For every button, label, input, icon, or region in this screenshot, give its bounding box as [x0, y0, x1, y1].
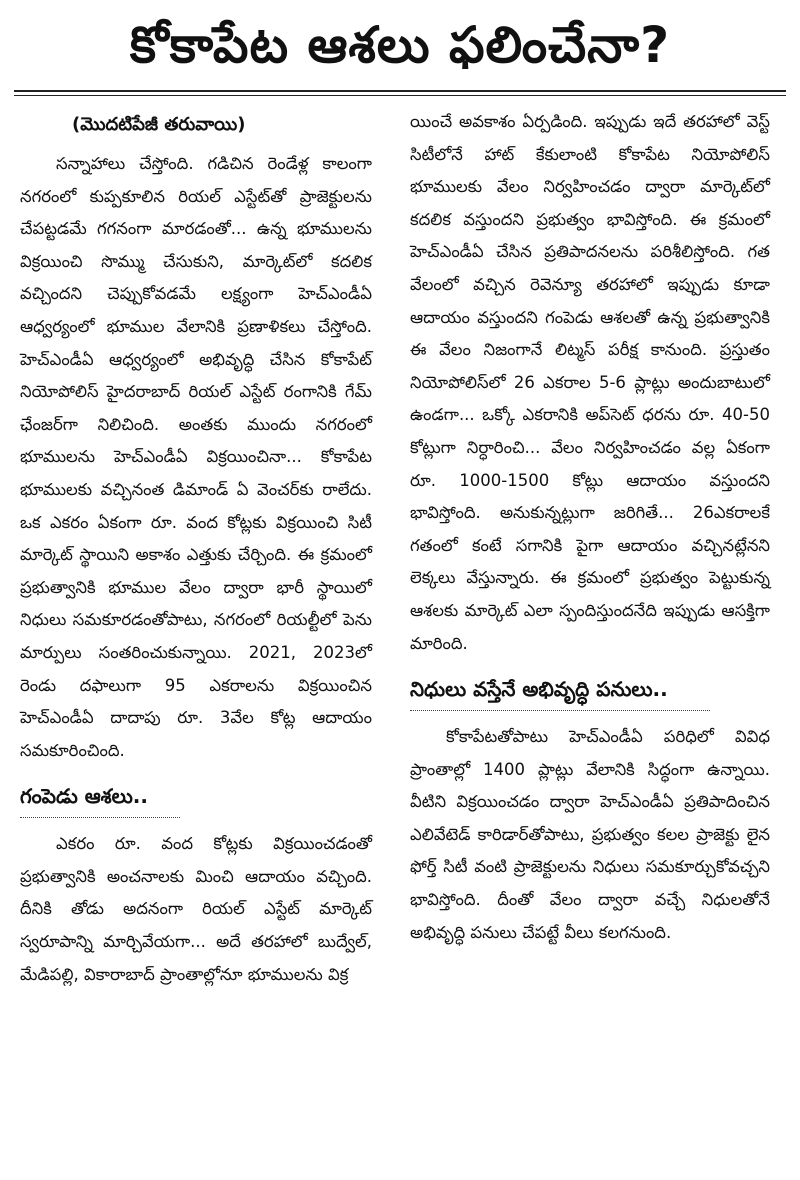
- left-paragraph-1: సన్నాహాలు చేస్తోంది. గడిచిన రెండేళ్ల కాలంగా నగరంలో కుప్పకూలిన రియల్ ఎస్టేట్‌తో ప్రాజెక్టులను చేపట్టడమే గగనంగా మారడంతో... ఉన్న భూములను విక్రయించి సొమ్ము చేసుకుని, మార్కెట్‌లో కదలిక వచ్చిందని చెప్పుకోవడమే లక్ష్యంగా హెచ్‌ఎండీఏ ఆధ్వర్యంలో భూముల వేలానికి ప్రణాళికలు చేస్తోంది. హెచ్‌ఎండీఏ ఆధ్వర్యంలో అభివృద్ధి చేసిన కోకాపేట్ నియోపోలిస్ హైదరాబాద్ రియల్ ఎస్టేట్ రంగానికి గేమ్ ఛేంజర్‌గా నిలిచింది. అంతకు ముందు నగరంలో భూములను హెచ్‌ఎండీఏ విక్రయించినా... కోకాపేట భూములకు వచ్చినంత డిమాండ్ ఏ వెంచర్‌కు రాలేదు. ఒక ఎకరం ఏకంగా రూ. వంద కోట్లకు విక్రయించి సిటీ మార్కెట్ స్థాయిని అకాశం ఎత్తుకు చేర్చింది. ఈ క్రమంలో ప్రభుత్వానికి భూముల వేలం ద్వారా భారీ స్థాయిలో నిధులు సమకూరడంతోపాటు, నగరంలో రియల్టీలో పెను మార్పులు సంతరించుకున్నాయి. 2021, 2023లో రెండు దఫాలుగా 95 ఎకరాలను విక్రయించిన హెచ్‌ఎండీఏ దాదాపు రూ. 3వేల కోట్ల ఆదాయం సమకూరించింది.: [20, 154, 372, 760]
- left-column: [20, 106, 372, 991]
- right-column: [410, 106, 770, 949]
- article-headline: కోకాపేట ఆశలు ఫలించేనా?: [129, 16, 671, 74]
- left-paragraph-2: ఎకరం రూ. వంద కోట్లకు విక్రయించడంతో ప్రభుత్వానికి అంచనాలకు మించి ఆదాయం వచ్చింది. దీనికి తోడు అదనంగా రియల్ ఎస్టేట్ మార్కెట్ స్వరూపాన్ని మార్చివేయగా... అదే తరహాలో బుద్వేల్, మేడిపల్లి, వికారాబాద్ ప్రాంతాల్లోనూ భూములను విక్ర: [20, 834, 372, 984]
- headline-rule: [14, 90, 786, 92]
- subheading-development-works: నిధులు వస్తేనే అభివృద్ధి పనులు..: [410, 674, 710, 711]
- continued-label: (మొదటిపేజీ తరువాయి): [72, 114, 246, 135]
- subheading-hopes: గంపెడు ఆశలు..: [20, 781, 180, 818]
- right-paragraph-2: కోకాపేటతోపాటు హెచ్‌ఎండీఏ పరిధిలో వివిధ ప్రాంతాల్లో 1400 ప్లాట్లు వేలానికి సిద్ధంగా ఉన్నాయి. వీటిని విక్రయించడం ద్వారా హెచ్‌ఎండీఏ ప్రతిపాదించిన ఎలివేటెడ్ కారిడార్‌తోపాటు, ప్రభుత్వం కలల ప్రాజెక్టు లైన ఫోర్త్ సిటీ వంటి ప్రాజెక్టులను నిధులు సమకూర్చుకోవచ్చని భావిస్తోంది. దీంతో వేలం ద్వారా వచ్చే నిధులతోనే అభివృద్ధి పనులు చేపట్టే వీలు కలగనుంది.: [410, 727, 770, 942]
- headline-rule-thin: [14, 95, 786, 96]
- right-paragraph-1: యించే అవకాశం ఏర్పడింది. ఇప్పుడు ఇదే తరహాలో వెస్ట్ సిటీలోనే హాట్ కేకులాంటి కోకాపేట నియోపోలిస్ భూములకు వేలం నిర్వహించడం ద్వారా మార్కెట్‌లో కదలిక వస్తుందని ప్రభుత్వం భావిస్తోంది. ఈ క్రమంలో హెచ్‌ఎండీఏ చేసిన ప్రతిపాదనలను పరిశీలిస్తోంది. గత వేలంలో వచ్చిన రెవెన్యూ తరహాలో ఇప్పుడు కూడా ఆదాయం వస్తుందని గంపెడు ఆశలతో ఉన్న ప్రభుత్వానికి ఈ వేలం నిజంగానే లిట్మస్ పరీక్ష కానుంది. ప్రస్తుతం నియోపోలిస్‌లో 26 ఎకరాల 5-6 ప్లాట్లు అందుబాటులో ఉండగా... ఒక్కో ఎకరానికి అప్‌సెట్ ధరను రూ. 40-50 కోట్లుగా నిర్ధారించి... వేలం నిర్వహించడం వల్ల ఏకంగా రూ. 1000-1500 కోట్లు ఆదాయం వస్తుందని భావిస్తోంది. అనుకున్నట్లుగా జరిగితే... 26ఎకరాలకే గతంలో కంటే సగానికి పైగా ఆదాయం వచ్చినట్లేనని లెక్కలు వేస్తున్నారు. ఈ క్రమంలో ప్రభుత్వం పెట్టుకున్న ఆశలకు మార్కెట్ ఎలా స్పందిస్తుందనేది ఇప్పుడు ఆసక్తిగా మారింది.: [410, 112, 770, 653]
